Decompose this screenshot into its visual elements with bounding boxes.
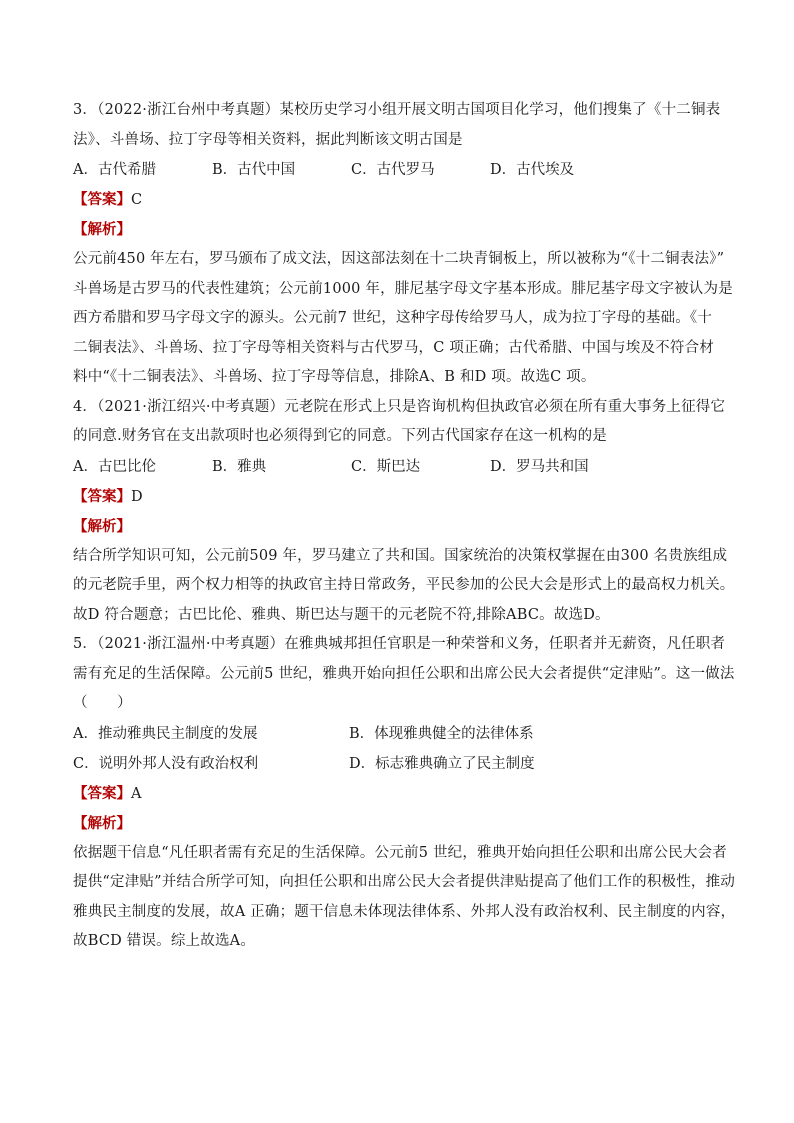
analysis-line: 二铜表法》、斗兽场、拉丁字母等相关资料与古代罗马，C 项正确；古代希腊、中国与埃及不符合材 [73, 339, 714, 356]
question-5 [73, 630, 737, 957]
option-b: B．体现雅典健全的法律体系 [349, 725, 534, 742]
option-d: D．罗马共和国 [490, 458, 589, 475]
answer-label: 【答案】 [73, 785, 131, 802]
option-b: B．雅典 [212, 458, 267, 475]
analysis-line: 依据题干信息“凡任职者需有充足的生活保障。公元前5 世纪，雅典开始向担任公职和出席公民大会者 [73, 844, 727, 861]
answer-line [73, 185, 737, 215]
analysis-heading [73, 809, 737, 839]
option-c: C．说明外邦人没有政治权利 [73, 755, 259, 772]
analysis-heading [73, 512, 737, 542]
analysis-line: 西方希腊和罗马字母文字的源头。公元前7 世纪，这种字母传给罗马人，成为拉丁字母的基础。《十 [73, 310, 713, 326]
analysis-line: 料中“《十二铜表法》、斗兽场、拉丁字母等信息，排除A、B 和D 项。故选C 项。 [73, 369, 596, 385]
analysis-line: 雅典民主制度的发展，故A 正确；题干信息未体现法律体系、外邦人没有政治权利、民主制度的内容， [73, 903, 736, 920]
analysis-label: 【解析】 [73, 518, 131, 535]
analysis-line: 故BCD 错误。综上故选A。 [73, 933, 256, 949]
question-stem-line: 需有充足的生活保障。公元前5 世纪，雅典开始向担任公职和出席公民大会者提供“定津贴”。这一做法 [73, 665, 735, 682]
question-stem-line: 的同意.财务官在支出款项时也必须得到它的同意。下列古代国家存在这一机构的是 [73, 428, 608, 444]
option-d: D．标志雅典确立了民主制度 [349, 755, 535, 772]
question-4 [73, 393, 737, 631]
analysis-label: 【解析】 [73, 222, 131, 238]
question-stem-line: 4．（2021·浙江绍兴·中考真题）元老院在形式上只是咨询机构但执政官必须在所有重大事务上征得它 [73, 398, 726, 415]
analysis-line: 结合所学知识可知，公元前509 年，罗马建立了共和国。国家统治的决策权掌握在由300 名贵族组成 [73, 547, 728, 564]
question-stem-line: （ ） [73, 695, 132, 711]
answer-line [73, 482, 737, 512]
question-3 [73, 96, 737, 393]
option-b: B．古代中国 [212, 162, 296, 178]
analysis-line: 的元老院手里，两个权力相等的执政官主持日常政务，平民参加的公民大会是形式上的最高权力机关。 [73, 577, 735, 593]
document-content [73, 96, 737, 957]
question-stem-line: 5．（2021·浙江温州·中考真题）在雅典城邦担任官职是一种荣誉和义务，任职者并无薪资，凡任职者 [73, 636, 726, 652]
option-row [73, 749, 737, 779]
option-row [73, 452, 737, 482]
option-a: A．推动雅典民主制度的发展 [73, 725, 258, 742]
option-c: C．斯巴达 [351, 458, 421, 475]
option-row [73, 155, 737, 185]
question-stem-line: 3．（2022·浙江台州中考真题）某校历史学习小组开展文明古国项目化学习，他们搜集了《十二铜表 [73, 102, 721, 118]
question-stem-line: 法》、斗兽场、拉丁字母等相关资料，据此判断该文明古国是 [73, 131, 463, 148]
option-c: C．古代罗马 [351, 162, 435, 178]
answer-value: A [131, 785, 142, 802]
option-row [73, 719, 737, 749]
answer-label: 【答案】 [73, 488, 131, 505]
option-a: A．古巴比伦 [73, 458, 156, 475]
answer-value: C [131, 192, 143, 208]
analysis-label: 【解析】 [73, 815, 131, 832]
analysis-line: 斗兽场是古罗马的代表性建筑；公元前1000 年，腓尼基字母文字基本形成。腓尼基字母文字被认为是 [73, 280, 733, 297]
option-a: A．古代希腊 [73, 162, 156, 178]
answer-line [73, 779, 737, 809]
analysis-heading [73, 215, 737, 245]
answer-value: D [131, 488, 143, 505]
option-d: D．古代埃及 [490, 162, 575, 178]
answer-label: 【答案】 [73, 192, 131, 208]
analysis-line: 故D 符合题意；古巴比伦、雅典、斯巴达与题干的元老院不符,排除ABC。故选D。 [73, 606, 610, 623]
analysis-line: 提供“定津贴”并结合所学可知，向担任公职和出席公民大会者提供津贴提高了他们工作的积极性，推动 [73, 874, 736, 890]
analysis-line: 公元前450 年左右，罗马颁布了成文法，因这部法刻在十二块青铜板上，所以被称为“《十二铜表法》” [73, 251, 725, 267]
